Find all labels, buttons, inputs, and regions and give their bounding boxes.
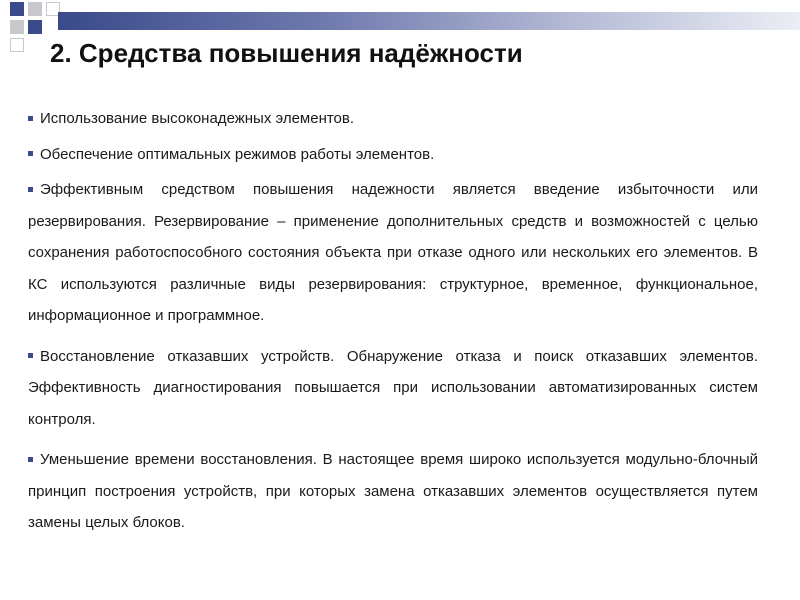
decor-square [10,2,24,16]
bullet-text: Эффективным средством повышения надежности является введение избыточности или резервирования. Резервирование – применение дополнительных средств и возможностей с целью сохранения работоспособного состояния объекта при отказе одного или нескольких его элементов. В КС используются различные виды резервирования: структурное, временное, функциональное, информационное и программное. [28,181,758,324]
bullet-square-icon [28,353,33,358]
bullet-square-icon [28,151,33,156]
decor-square [28,20,42,34]
bullet-text: Использование высоконадежных элементов. [40,110,355,127]
bullet-square-icon [28,116,33,121]
bullet-square-icon [28,187,33,192]
slide-title: 2. Средства повышения надёжности [50,38,523,68]
bullet-text: Уменьшение времени восстановления. В настоящее время широко используется модульно-блочный принцип построения устройств, при которых замена отказавших элементов осуществляется путем замены целых блоков. [28,451,758,531]
decor-square [10,20,24,34]
list-item [28,341,758,436]
bullet-text: Обеспечение оптимальных режимов работы элементов. [40,145,435,163]
list-item [28,139,758,171]
bullet-square-icon [28,457,33,462]
header-gradient-band [58,12,800,30]
decor-square [28,2,42,16]
list-item [28,174,758,332]
list-item [28,103,758,135]
bullet-list [28,103,758,548]
decor-square [10,38,24,52]
bullet-text: Восстановление отказавших устройств. Обнаружение отказа и поиск отказавших элементов. Эффективность диагностирования повышается при использовании автоматизированных систем контроля. [28,347,758,428]
list-item [28,444,758,539]
